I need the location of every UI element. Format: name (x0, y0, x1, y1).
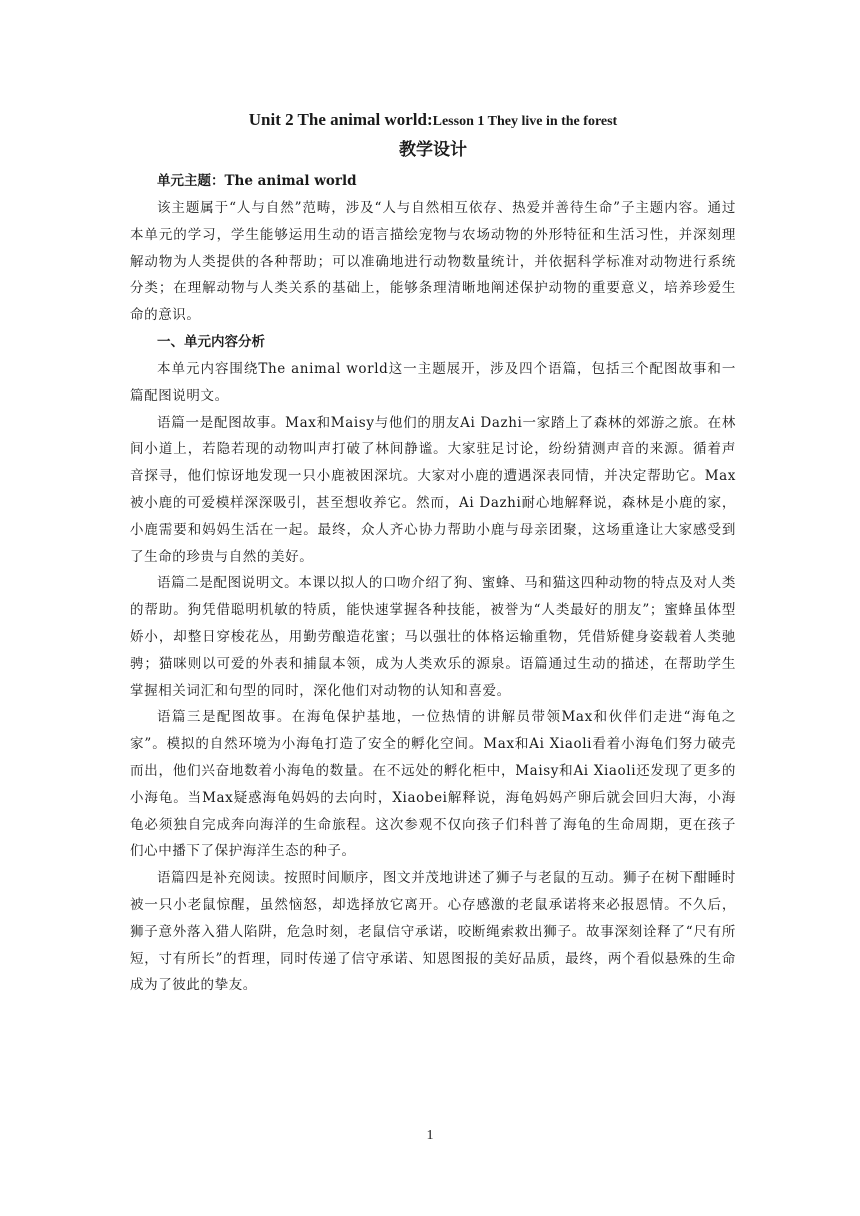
section-heading-content-analysis: 一、单元内容分析 (157, 333, 265, 350)
page-number: 1 (426, 1128, 434, 1143)
title-unit: Unit 2 The animal world: (248, 110, 433, 129)
document-subtitle: 教学设计 (399, 140, 467, 160)
paragraph-intro: 本单元内容围绕The animal world这一主题展开，涉及四个语篇，包括三个配图故事和一篇配图说明文。 (130, 360, 736, 404)
paragraph-text-two: 语篇二是配图说明文。本课以拟人的口吻介绍了狗、蜜蜂、马和猫这四种动物的特点及对人类的帮助。狗凭借聪明机敏的特质，能快速掌握各种技能，被誉为“人类最好的朋友”；蜜蜂虽体型娇小，却整日穿梭花丛，用勤劳酿造花蜜；马以强壮的体格运输重物，凭借矫健身姿载着人类驰骋；猫咪则以可爱的外表和捕鼠本领，成为人类欢乐的源泉。语篇通过生动的描述，在帮助学生掌握相关词汇和句型的同时，深化他们对动物的认知和喜爱。 (130, 575, 736, 699)
document-page (130, 106, 736, 999)
paragraph-text-three: 语篇三是配图故事。在海龟保护基地，一位热情的讲解员带领Max和伙伴们走进“海龟之家”。模拟的自然环境为小海龟打造了安全的孵化空间。Max和Ai Xiaoli看着小海龟们努力破壳而出，他们兴奋地数着小海龟的数量。在不远处的孵化柜中，Maisy和Ai Xiaoli还发现了更多的小海龟。当Max疑惑海龟妈妈的去向时，Xiaobei解释说，海龟妈妈产卵后就会回归大海，小海龟必须独自完成奔向海洋的生命旅程。这次参观不仅向孩子们科普了海龟的生命周期，更在孩子们心中播下了保护海洋生态的种子。 (130, 709, 736, 860)
unit-theme-heading: 单元主题：The animal world (157, 173, 357, 189)
paragraph-text-one: 语篇一是配图故事。Max和Maisy与他们的朋友Ai Dazhi一家踏上了森林的郊游之旅。在林间小道上，若隐若现的动物叫声打破了林间静谧。大家驻足讨论，纷纷猜测声音的来源。循着声音探寻，他们惊讶地发现一只小鹿被困深坑。大家对小鹿的遭遇深表同情，并决定帮助它。Max被小鹿的可爱模样深深吸引，甚至想收养它。然而，Ai Dazhi耐心地解释说，森林是小鹿的家，小鹿需要和妈妈生活在一起。最终，众人齐心协力帮助小鹿与母亲团聚，这场重逢让大家感受到了生命的珍贵与自然的美好。 (130, 414, 736, 565)
unit-theme-paragraph: 该主题属于“人与自然”范畴，涉及“人与自然相互依存、热爱并善待生命”子主题内容。通过本单元的学习，学生能够运用生动的语言描绘宠物与农场动物的外形特征和生活习性，并深刻理解动物为人类提供的各种帮助；可以准确地进行动物数量统计，并依据科学标准对动物进行系统分类；在理解动物与人类关系的基础上，能够条理清晰地阐述保护动物的重要意义，培养珍爱生命的意识。 (130, 200, 736, 324)
paragraph-text-four: 语篇四是补充阅读。按照时间顺序，图文并茂地讲述了狮子与老鼠的互动。狮子在树下酣睡时被一只小老鼠惊醒，虽然恼怒，却选择放它离开。心存感激的老鼠承诺将来必报恩情。不久后，狮子意外落入猎人陷阱，危急时刻，老鼠信守承诺，咬断绳索救出狮子。故事深刻诠释了“尺有所短，寸有所长”的哲理，同时传递了信守承诺、知恩图报的美好品质，最终，两个看似悬殊的生命成为了彼此的挚友。 (130, 870, 736, 994)
title-lesson: Lesson 1 They live in the forest (432, 114, 618, 129)
document-title (130, 106, 736, 136)
